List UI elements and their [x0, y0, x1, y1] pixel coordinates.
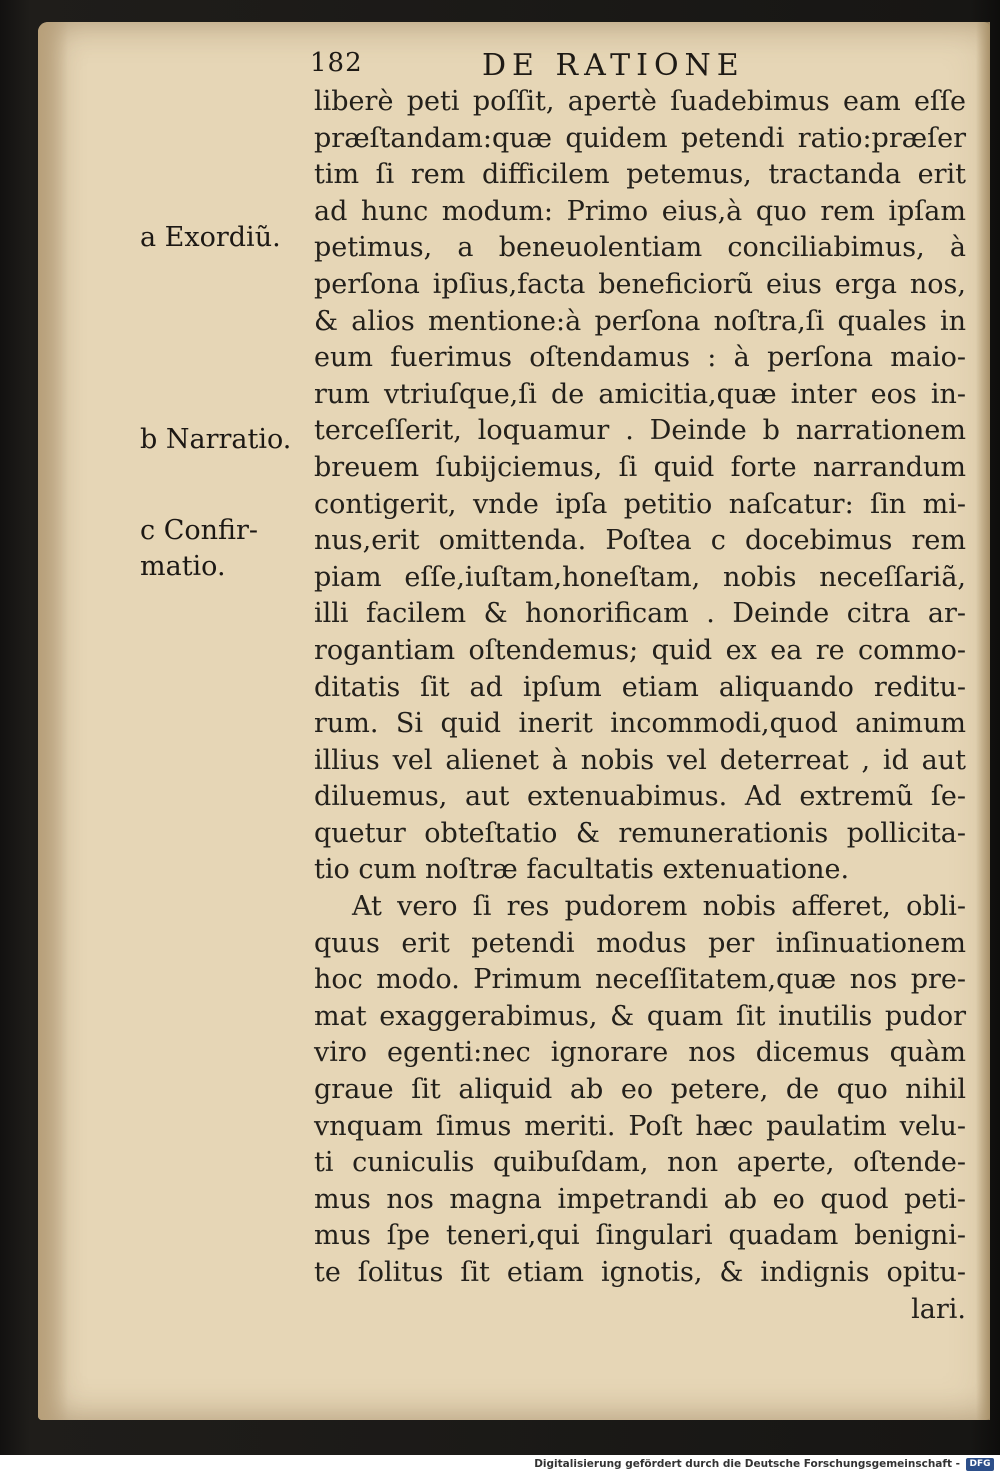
text-line: mat exaggerabimus, & quam ſit inutilis pudor [314, 1000, 966, 1032]
margin-note-narratio: b Narratio. [140, 424, 292, 455]
text-line: tim ſi rem difficilem petemus, tractanda erit [314, 159, 966, 191]
margin-note-exordium: a Exordiũ. [140, 222, 281, 253]
text-line: petimus, a beneuolentiam conciliabimus, à [314, 232, 966, 264]
text-line: rogantiam oſtendemus; quid ex ea re commo- [314, 634, 966, 666]
text-line: eum fuerimus oſtendamus : à perſona maio- [314, 342, 966, 374]
text-line: diluemus, aut extenuabimus. Ad extremũ ſe- [314, 781, 966, 813]
text-line: hoc modo. Primum neceſſitatem,quæ nos pre- [314, 964, 966, 996]
page-header [310, 48, 780, 84]
margin-note-line: c Confir- [140, 515, 259, 546]
digitization-footer [0, 1455, 1000, 1475]
text-line: ditatis ſit ad ipſum etiam aliquando reditu- [314, 671, 966, 703]
text-line: ti cuniculis quibuſdam, non aperte, oſtende- [314, 1147, 966, 1179]
text-line: mus nos magna impetrandi ab eo quod peti- [314, 1183, 966, 1215]
page-number: 182 [310, 48, 363, 78]
text-line: liberè peti poſſit, apertè ſuadebimus eam eſſe [314, 86, 966, 117]
text-line: At vero ſi res pudorem nobis afferet, obli- [352, 891, 966, 923]
text-line: perſona ipſius,facta beneficiorũ eius erga nos, [314, 268, 966, 300]
footer-credit: Digitalisierung gefördert durch die Deutsche Forschungsgemeinschaft - [534, 1458, 960, 1470]
text-line: breuem ſubijciemus, ſi quid forte narrandum [314, 451, 966, 483]
catchword: lari. [911, 1293, 966, 1325]
dfg-logo: DFG [966, 1458, 994, 1471]
text-line: quetur obteſtatio & remunerationis pollicita- [314, 817, 966, 849]
text-line: illius vel alienet à nobis vel deterreat , id aut [314, 744, 966, 776]
text-line: viro egenti:nec ignorare nos dicemus quàm [314, 1037, 966, 1069]
margin-note-line: matio. [140, 551, 226, 582]
text-line: rum. Si quid inerit incommodi,quod animum [314, 708, 966, 740]
text-line: & alios mentione:à perſona noſtra,ſi quales in [314, 305, 966, 337]
text-line: nus,erit omittenda. Poſtea c docebimus rem [314, 525, 966, 557]
text-line: tio cum noſtræ facultatis extenuatione. [314, 854, 850, 886]
body-text [314, 84, 966, 1328]
text-line: præſtandam:quæ quidem petendi ratio:præſer [314, 122, 966, 154]
text-line: te ſolitus ſit etiam ignotis, & indignis opitu- [314, 1257, 966, 1288]
text-line: rum vtriuſque,ſi de amicitia,quæ inter eos in- [314, 378, 966, 410]
text-line: illi facilem & honorificam . Deinde citra ar- [314, 598, 966, 630]
text-line: terceſſerit, loquamur . Deinde b narrationem [314, 415, 966, 447]
text-line: contigerit, vnde ipſa petitio naſcatur: ſin mi- [314, 488, 966, 520]
text-line: quus erit petendi modus per inſinuationem [314, 927, 966, 959]
text-line: mus ſpe teneri,qui ſingulari quadam benigni- [314, 1220, 966, 1252]
text-line: vnquam ſimus meriti. Poſt hæc paulatim velu- [314, 1110, 966, 1142]
margin-note-confirmatio [140, 513, 310, 585]
text-line: graue ſit aliquid ab eo petere, de quo nihil [314, 1074, 966, 1106]
text-line: ad hunc modum: Primo eius,à quo rem ipſam [314, 195, 966, 227]
text-line: piam eſſe,iuſtam,honeſtam, nobis neceſſariã, [314, 561, 966, 593]
running-title: DE RATIONE [482, 48, 745, 83]
